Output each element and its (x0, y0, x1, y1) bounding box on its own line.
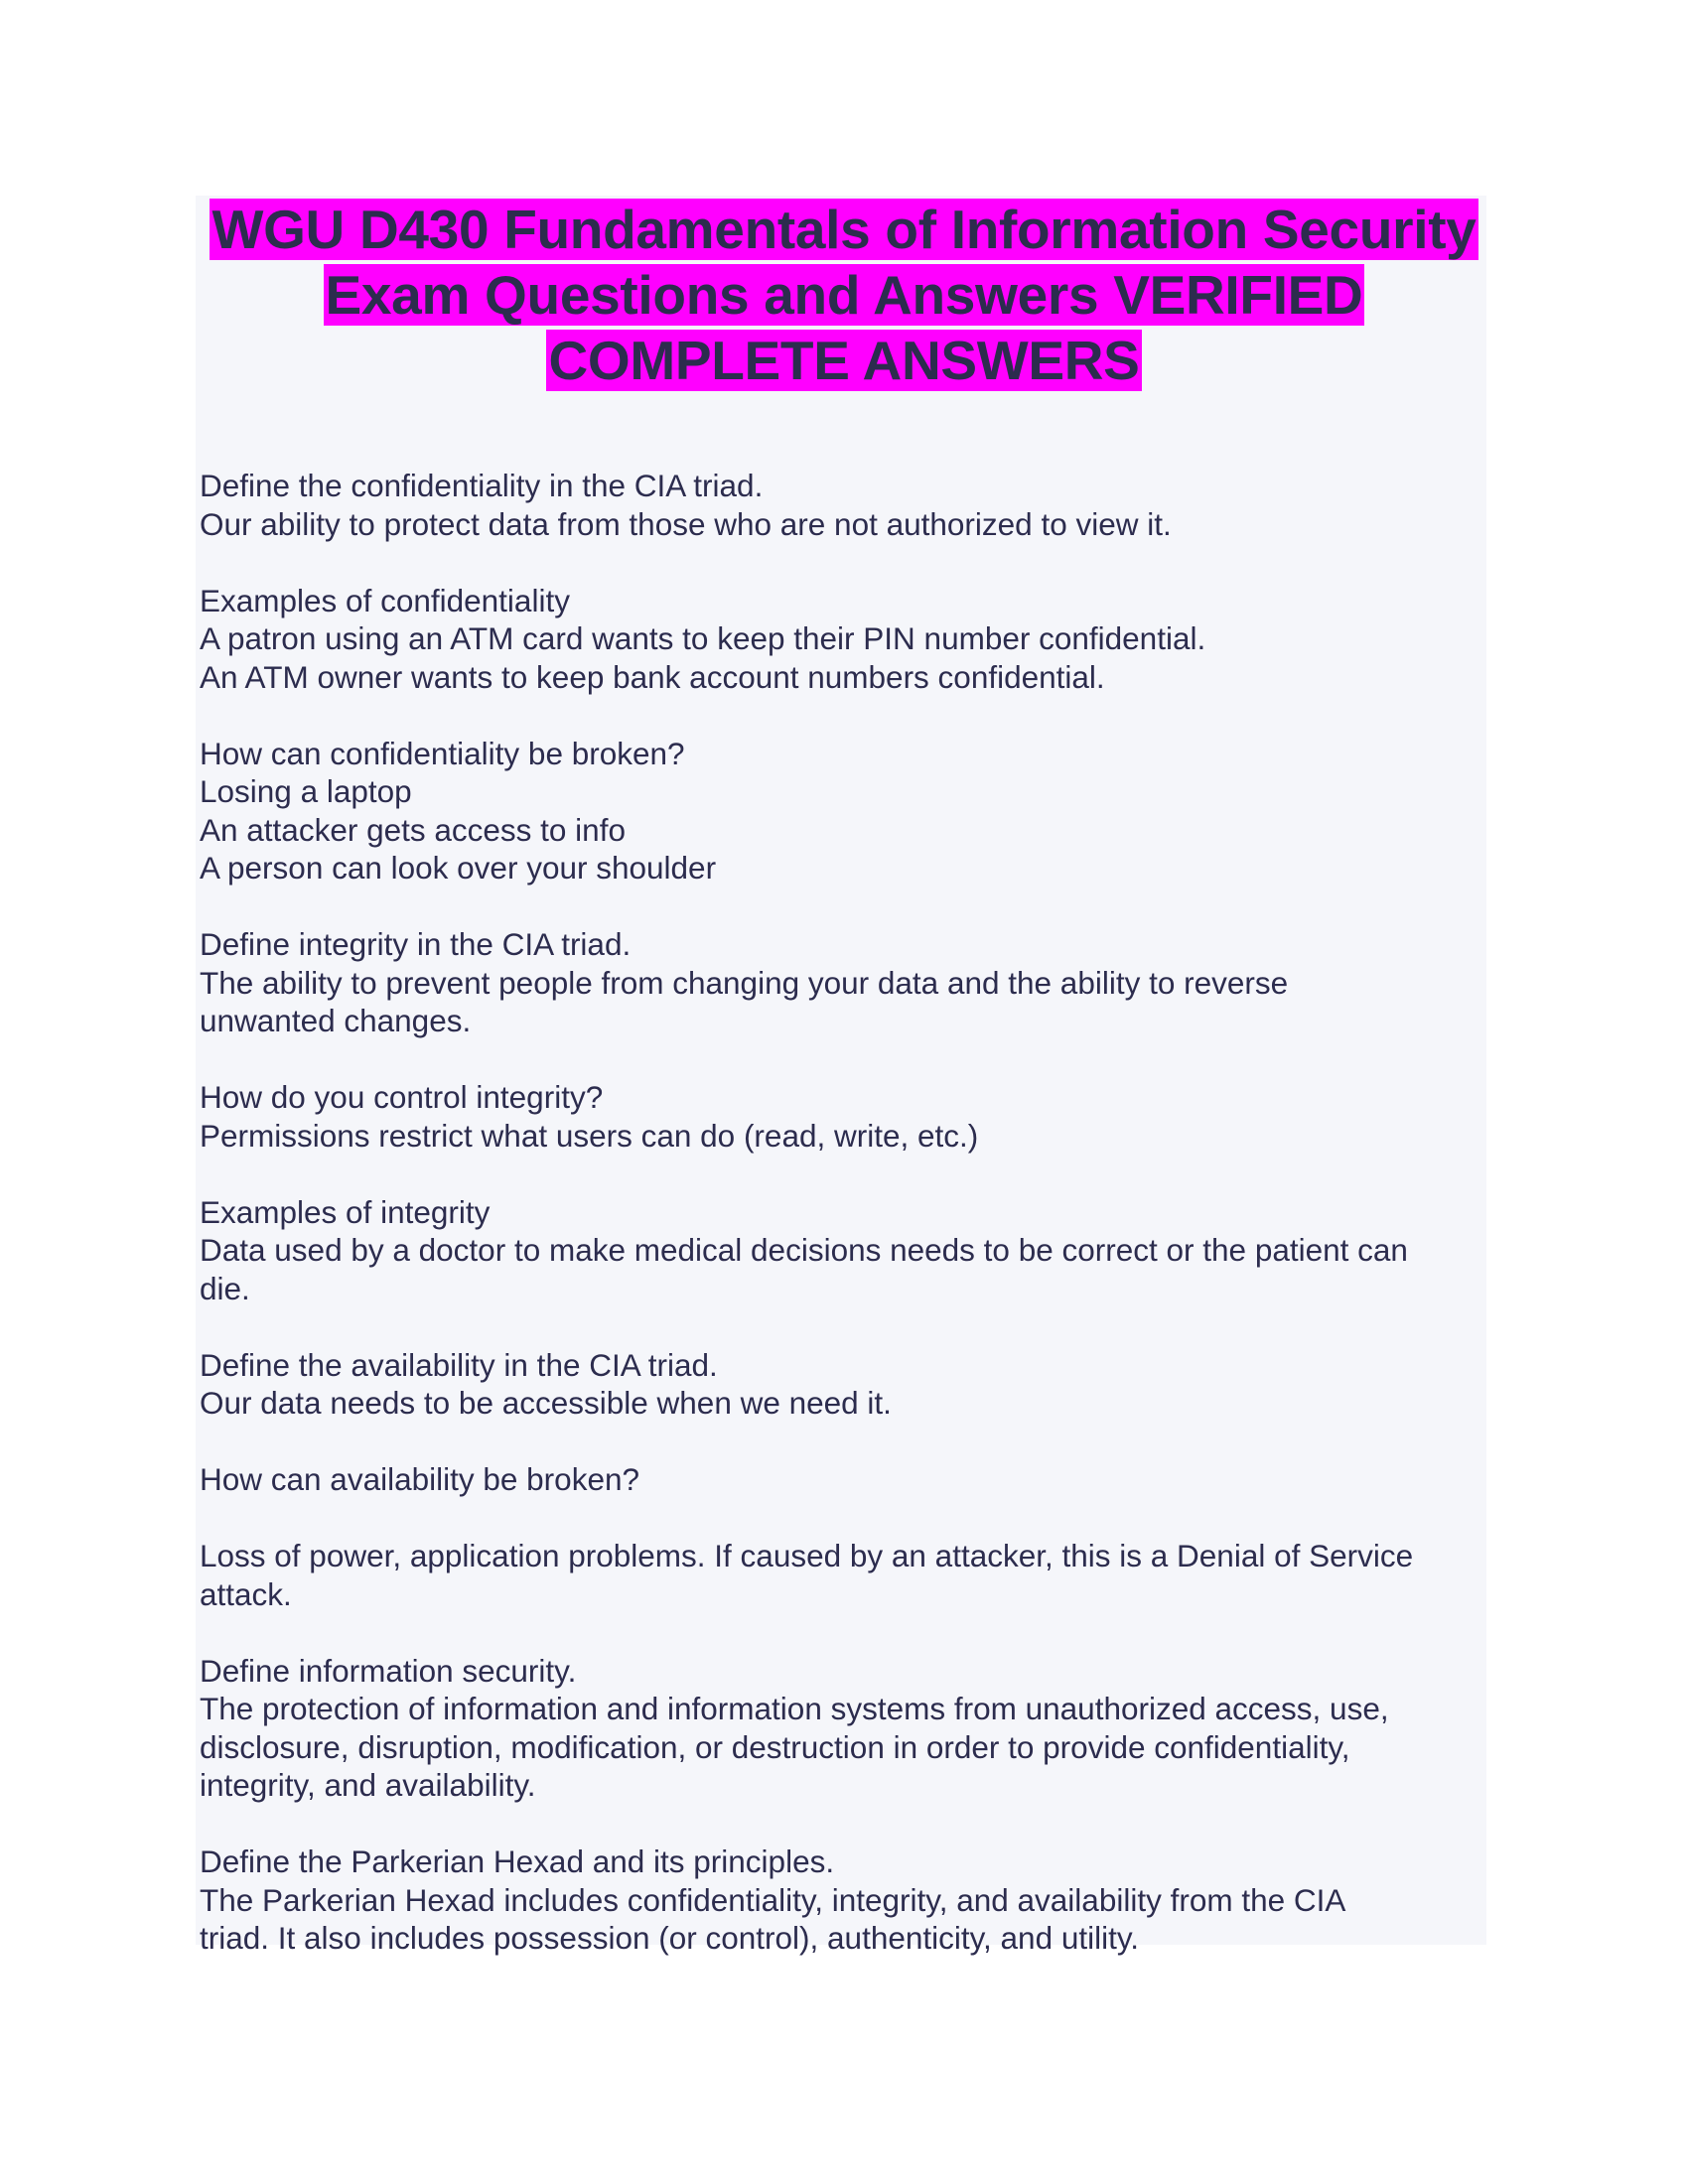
spacer (200, 1613, 1490, 1652)
question: Define the confidentiality in the CIA triad. (200, 468, 764, 503)
answer-line: integrity, and availability. (200, 1767, 536, 1803)
spacer (200, 1423, 1490, 1461)
question: Examples of integrity (200, 1193, 491, 1230)
question: How do you control integrity? (200, 1079, 604, 1115)
spacer (200, 1805, 1490, 1843)
spacer (200, 1307, 1490, 1346)
question: How can availability be broken? (200, 1461, 639, 1497)
answer-line: unwanted changes. (200, 1003, 472, 1038)
title-line-3: COMPLETE ANSWERS (548, 330, 1140, 391)
question: Examples of confidentiality (200, 582, 570, 618)
qa-list (200, 467, 1490, 1958)
answer-line: The protection of information and information systems from unauthorized access, use, (200, 1691, 1389, 1726)
qa-item (200, 1078, 1490, 1155)
answer-line: disclosure, disruption, modification, or destruction in order to provide confidentiality, (200, 1728, 1350, 1765)
answer-line: The Parkerian Hexad includes confidentiality, integrity, and availability from the CIA (200, 1881, 1346, 1918)
qa-item (200, 1843, 1490, 1958)
question: Define the availability in the CIA triad. (200, 1346, 718, 1383)
answer-line (200, 1499, 1490, 1538)
qa-item (200, 1346, 1490, 1423)
answer-line: An attacker gets access to info (200, 811, 626, 848)
question: Define the Parkerian Hexad and its principles. (200, 1843, 835, 1879)
qa-item (200, 1460, 1490, 1613)
spacer (200, 887, 1490, 926)
answer-line: die. (200, 1270, 250, 1306)
document-title (196, 197, 1492, 393)
spacer (200, 696, 1490, 735)
spacer (200, 543, 1490, 582)
qa-item (200, 925, 1490, 1040)
title-line-1: WGU D430 Fundamentals of Information Security (211, 199, 1477, 260)
qa-item (200, 1193, 1490, 1308)
answer-line: An ATM owner wants to keep bank account numbers confidential. (200, 658, 1105, 695)
question: How can confidentiality be broken? (200, 735, 685, 771)
spacer (200, 1155, 1490, 1193)
answer-line: Our data needs to be accessible when we need it. (200, 1385, 892, 1421)
spacer (200, 1040, 1490, 1079)
question: Define information security. (200, 1652, 577, 1689)
answer-line: Our ability to protect data from those who are not authorized to view it. (200, 505, 1172, 542)
answer-line: Data used by a doctor to make medical decisions needs to be correct or the patient can (200, 1232, 1408, 1268)
qa-item (200, 735, 1490, 887)
qa-item (200, 582, 1490, 697)
answer-line: Permissions restrict what users can do (read, write, etc.) (200, 1117, 979, 1154)
answer-line: Loss of power, application problems. If caused by an attacker, this is a Denial of Service (200, 1538, 1414, 1573)
qa-item (200, 467, 1490, 543)
answer-line: Losing a laptop (200, 773, 412, 809)
answer-line: attack. (200, 1575, 292, 1612)
answer-line: A person can look over your shoulder (200, 850, 717, 886)
answer-line: The ability to prevent people from changing your data and the ability to reverse (200, 964, 1289, 1001)
title-line-2: Exam Questions and Answers VERIFIED (325, 264, 1363, 326)
answer-line: triad. It also includes possession (or control), authenticity, and utility. (200, 1920, 1140, 1956)
qa-item (200, 1652, 1490, 1805)
question: Define integrity in the CIA triad. (200, 926, 632, 962)
answer-line: A patron using an ATM card wants to keep their PIN number confidential. (200, 620, 1206, 656)
